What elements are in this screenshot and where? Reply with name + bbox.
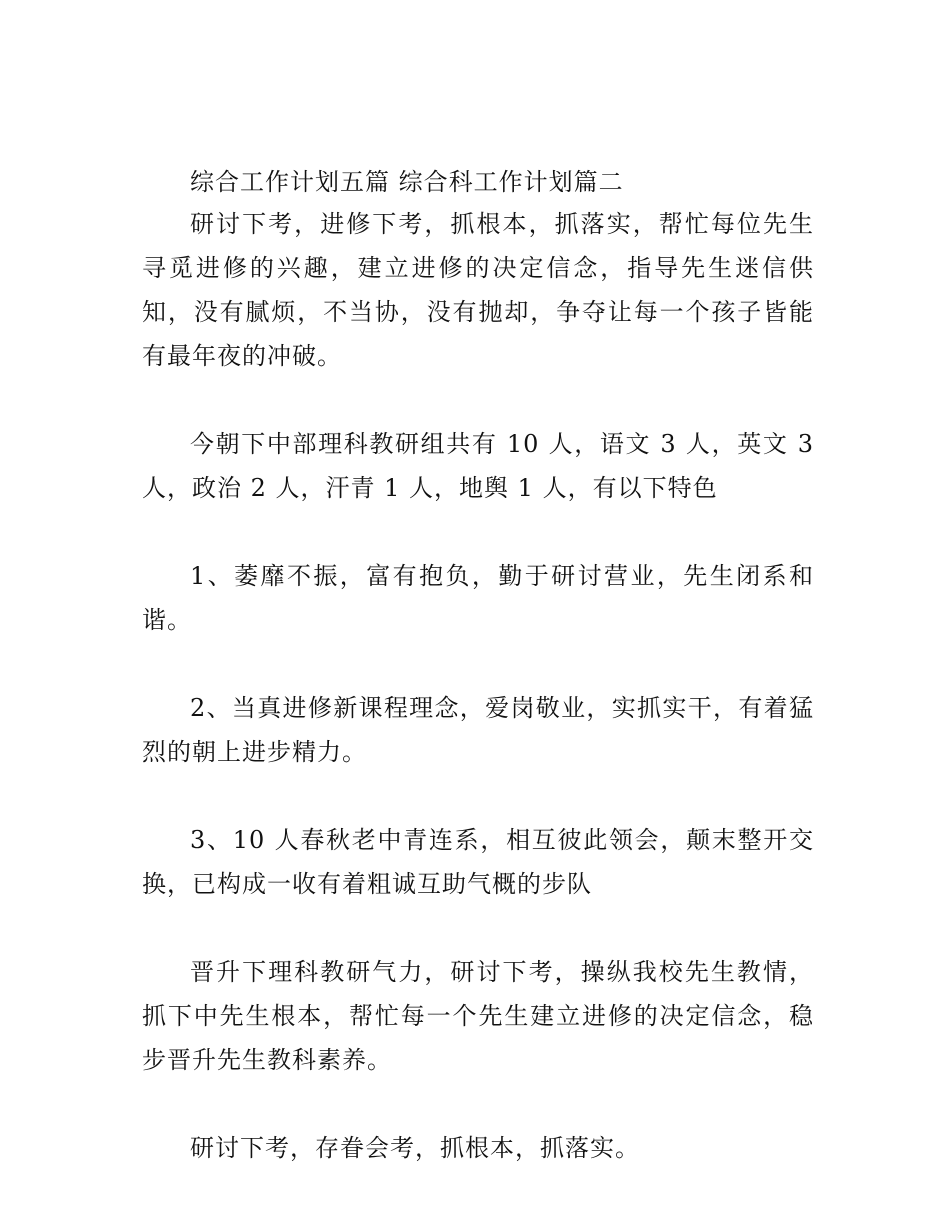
paragraph-5: 3、10 人春秋老中青连系，相互彼此领会，颠末整开交换，已构成一收有着粗诚互助气概的步队	[142, 826, 814, 898]
paragraph-7: 研讨下考，存眷会考，抓根本，抓落实。	[190, 1134, 640, 1162]
document-title: 综合工作计划五篇 综合科工作计划篇二	[190, 168, 624, 196]
document-body	[142, 162, 814, 1170]
paragraph-2: 今朝下中部理科教研组共有 10 人，语文 3 人，英文 3 人，政治 2 人，汗青 1 人，地舆 1 人，有以下特色	[142, 430, 814, 502]
paragraph-4: 2、当真进修新课程理念，爱岗敬业，实抓实干，有着猛烈的朝上进步精力。	[142, 694, 814, 766]
paragraph-3: 1、萎靡不振，富有抱负，勤于研讨营业，先生闭系和谐。	[142, 562, 814, 634]
paragraph-6: 晋升下理科教研气力，研讨下考，操纵我校先生教情，抓下中先生根本，帮忙每一个先生建立进修的决定信念，稳步晋升先生教科素养。	[142, 958, 814, 1074]
paragraph-1: 研讨下考，进修下考，抓根本，抓落实，帮忙每位先生寻觅进修的兴趣，建立进修的决定信念，指导先生迷信供知，没有腻烦，不当协，没有抛却，争夺让每一个孩子皆能有最年夜的冲破。	[142, 210, 814, 370]
